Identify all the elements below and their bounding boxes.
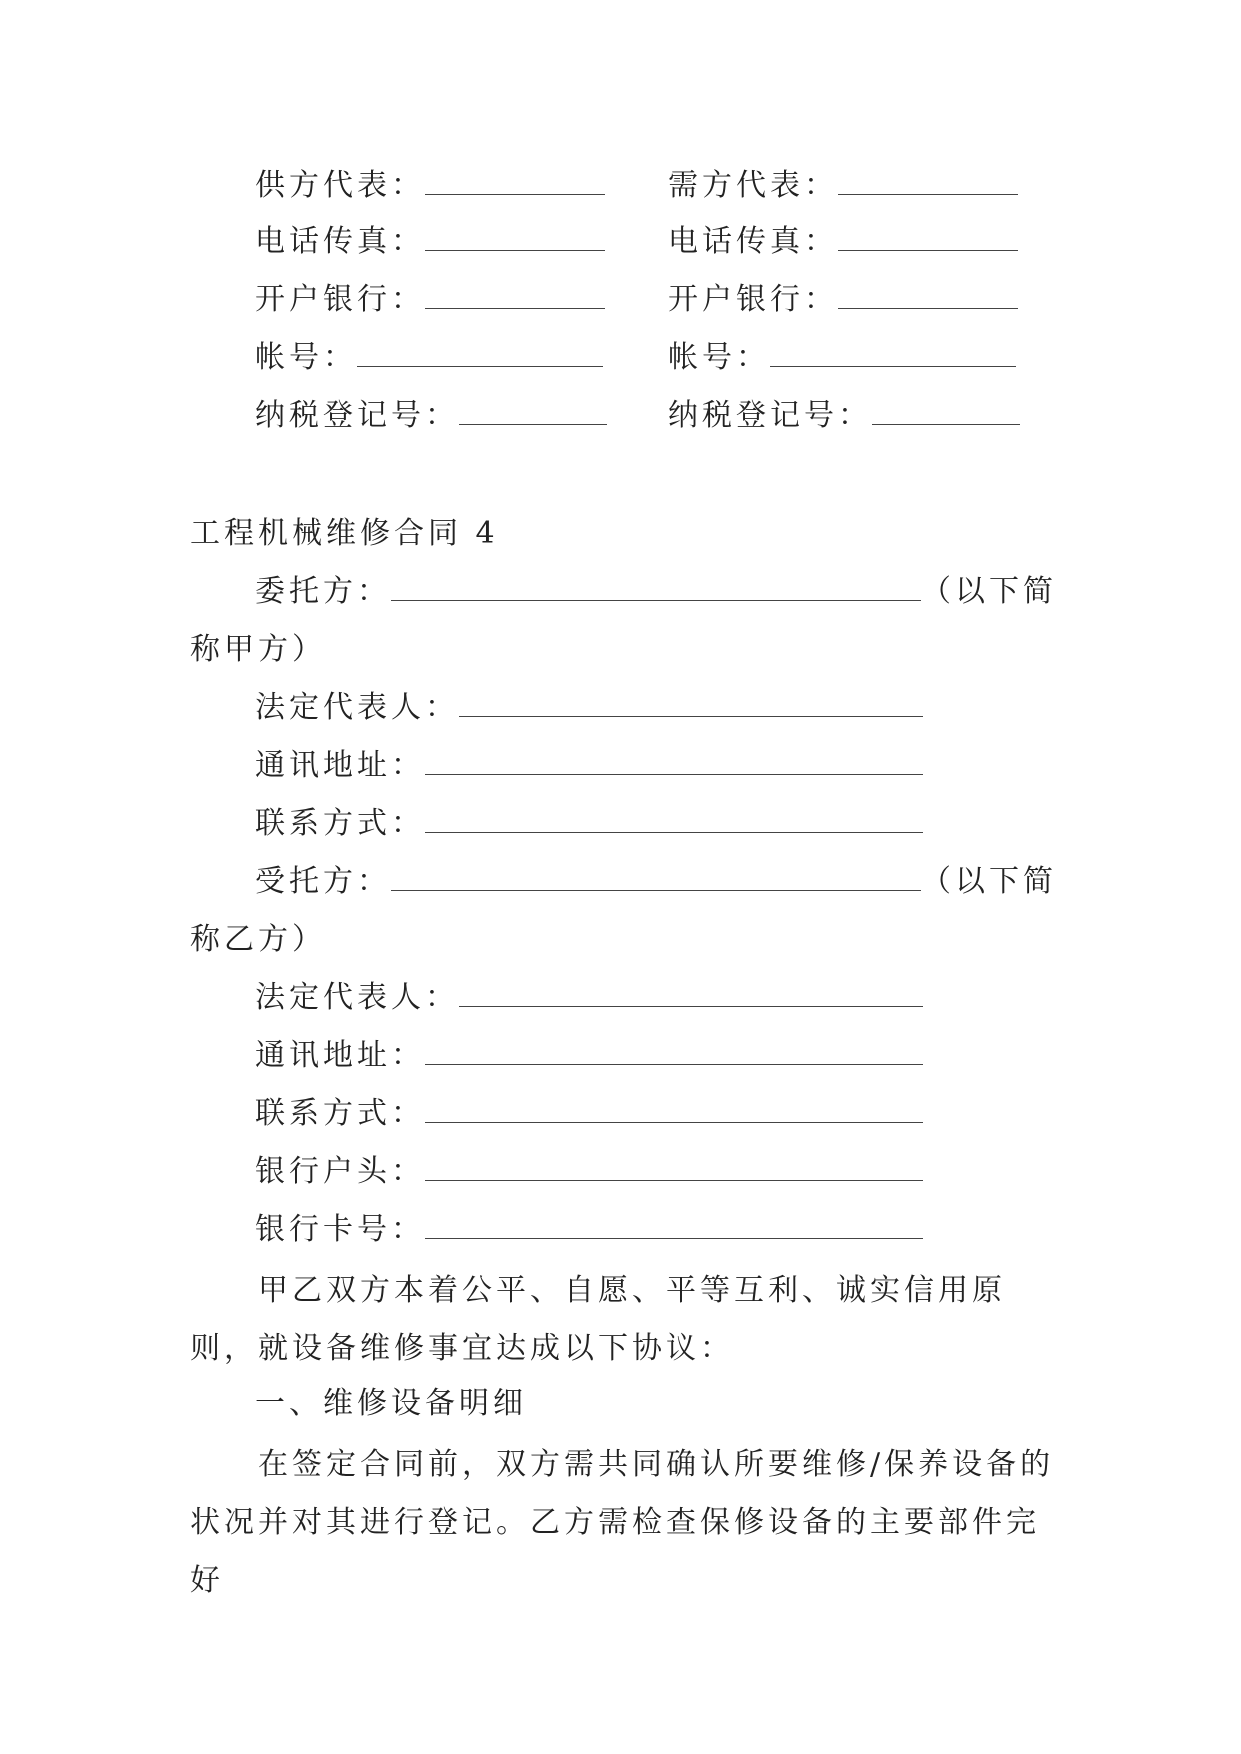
section1-heading: 一、维修设备明细 [255,1386,527,1421]
a-address-row [255,746,923,786]
party-b-blank[interactable] [391,864,921,891]
a-legal-rep-label: 法定代表人： [255,690,459,725]
party-b-row [255,862,1057,902]
b-legal-rep-blank[interactable] [459,980,923,1007]
b-contact-label: 联系方式： [255,1096,425,1131]
phone-fax-left-label: 电话传真： [255,224,425,259]
party-a-row [255,572,1057,612]
b-address-label: 通讯地址： [255,1038,425,1073]
b-card-no-row [255,1210,923,1250]
a-address-label: 通讯地址： [255,748,425,783]
phone-fax-left-row [255,222,605,262]
account-left-row [255,338,603,378]
party-a-cont: 称甲方） [190,632,326,667]
phone-fax-right-blank[interactable] [838,224,1018,251]
party-b-suffix: （以下简 [921,864,1057,899]
bank-right-label: 开户银行： [668,282,838,317]
tax-right-blank[interactable] [872,398,1020,425]
supplier-rep-row [255,166,605,206]
buyer-rep-row [668,166,1018,206]
b-legal-rep-row [255,978,923,1018]
tax-right-label: 纳税登记号： [668,398,872,433]
tax-left-blank[interactable] [459,398,607,425]
b-card-no-blank[interactable] [425,1212,923,1239]
bank-right-blank[interactable] [838,282,1018,309]
bank-left-row [255,280,605,320]
b-contact-blank[interactable] [425,1096,923,1123]
tax-left-row [255,396,607,436]
supplier-rep-label: 供方代表： [255,168,425,203]
contract-title: 工程机械维修合同 4 [190,516,499,551]
bank-right-row [668,280,1018,320]
phone-fax-right-label: 电话传真： [668,224,838,259]
bank-left-blank[interactable] [425,282,605,309]
tax-right-row [668,396,1020,436]
tax-left-label: 纳税登记号： [255,398,459,433]
account-right-blank[interactable] [770,340,1016,367]
phone-fax-right-row [668,222,1018,262]
party-a-suffix: （以下简 [921,574,1057,609]
party-b-label: 受托方： [255,864,391,899]
a-address-blank[interactable] [425,748,923,775]
party-a-blank[interactable] [391,574,921,601]
a-contact-row [255,804,923,844]
b-card-no-label: 银行卡号： [255,1212,425,1247]
intro-paragraph: 甲乙双方本着公平、自愿、平等互利、诚实信用原则，就设备维修事宜达成以下协议： [190,1273,1006,1366]
a-contact-blank[interactable] [425,806,923,833]
b-address-blank[interactable] [425,1038,923,1065]
b-bank-holder-blank[interactable] [425,1154,923,1181]
supplier-rep-blank[interactable] [425,168,605,195]
party-b-cont: 称乙方） [190,922,326,957]
buyer-rep-label: 需方代表： [668,168,838,203]
b-bank-holder-row [255,1152,923,1192]
buyer-rep-blank[interactable] [838,168,1018,195]
a-legal-rep-blank[interactable] [459,690,923,717]
account-right-row [668,338,1016,378]
party-a-label: 委托方： [255,574,391,609]
a-legal-rep-row [255,688,923,728]
account-left-label: 帐号： [255,340,357,375]
phone-fax-left-blank[interactable] [425,224,605,251]
a-contact-label: 联系方式： [255,806,425,841]
section1-body: 在签定合同前，双方需共同确认所要维修/保养设备的状况并对其进行登记。乙方需检查保修设备的主要部件完好 [190,1447,1055,1598]
b-address-row [255,1036,923,1076]
b-contact-row [255,1094,923,1134]
b-bank-holder-label: 银行户头： [255,1154,425,1189]
bank-left-label: 开户银行： [255,282,425,317]
account-right-label: 帐号： [668,340,770,375]
b-legal-rep-label: 法定代表人： [255,980,459,1015]
account-left-blank[interactable] [357,340,603,367]
